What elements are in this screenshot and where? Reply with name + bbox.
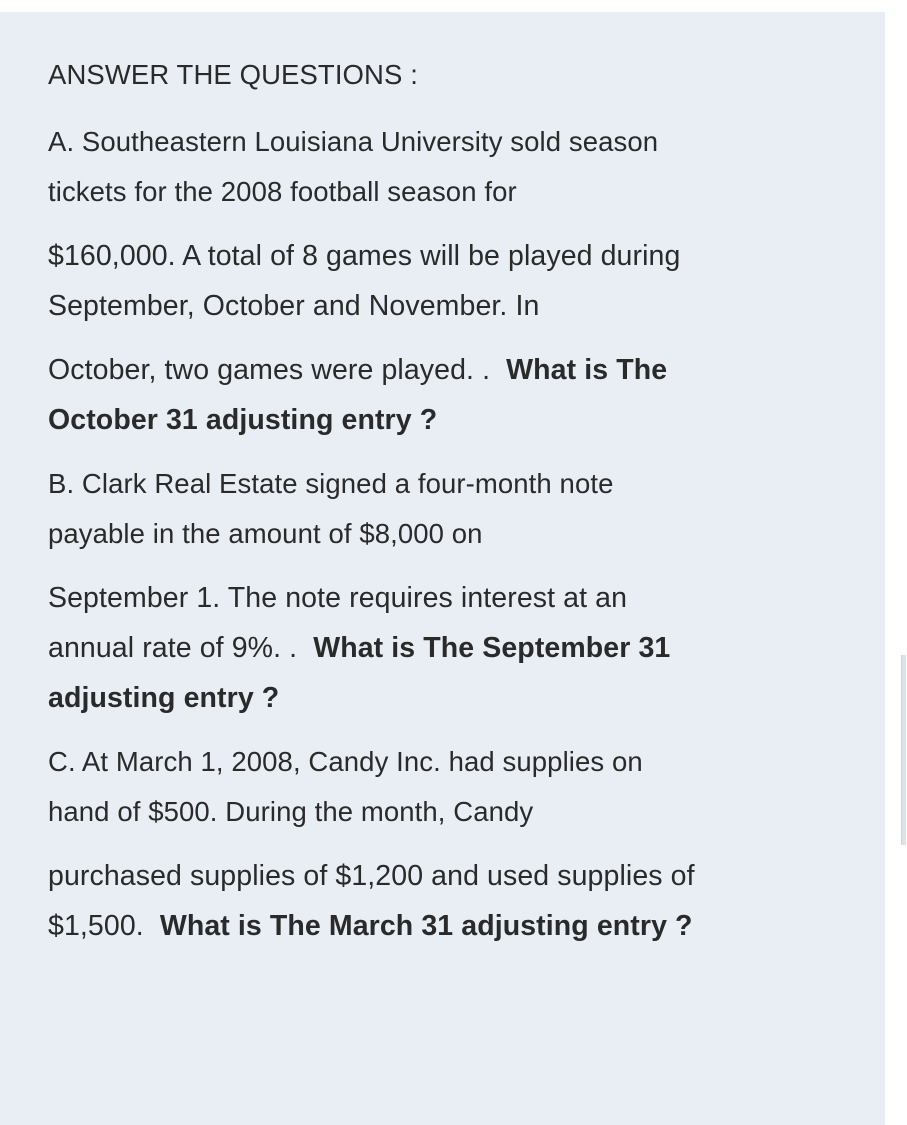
question-content	[48, 58, 848, 965]
question-c-paragraph-2	[48, 851, 848, 951]
question-a-paragraph-1	[48, 117, 848, 217]
question-c	[48, 737, 848, 951]
question-a-prompt-start: What is The	[506, 354, 668, 386]
question-a-line-1: A. Southeastern Louisiana University sold season	[48, 126, 659, 157]
question-c-line-4	[48, 901, 848, 951]
question-a-paragraph-2	[48, 231, 848, 331]
question-a-line-3: $160,000. A total of 8 games will be played during	[48, 240, 681, 272]
page-heading: ANSWER THE QUESTIONS :	[48, 59, 418, 90]
question-c-prompt: What is The March 31 adjusting entry ?	[159, 910, 693, 942]
question-a-paragraph-3	[48, 345, 848, 445]
question-b-prompt-start: What is The September 31	[313, 632, 671, 664]
question-c-line-4-text: $1,500.	[48, 910, 160, 942]
question-a-line-2: tickets for the 2008 football season for	[48, 176, 517, 207]
question-a-line-5	[48, 345, 848, 395]
question-c-line-2: hand of $500. During the month, Candy	[48, 796, 534, 827]
scrollbar-edge	[901, 655, 906, 845]
question-b-prompt-end: adjusting entry ?	[48, 682, 280, 714]
question-b-line-2: payable in the amount of $8,000 on	[48, 518, 483, 549]
question-b-paragraph-1	[48, 459, 848, 559]
question-b	[48, 459, 848, 723]
question-c-line-1: C. At March 1, 2008, Candy Inc. had supplies on	[48, 746, 643, 777]
question-b-line-1: B. Clark Real Estate signed a four-month note	[48, 468, 614, 499]
question-a-line-5-text: October, two games were played. .	[48, 354, 507, 386]
question-b-line-4-text: annual rate of 9%. .	[48, 632, 314, 664]
question-b-line-4	[48, 623, 848, 673]
question-c-line-3: purchased supplies of $1,200 and used supplies of	[48, 860, 695, 892]
question-b-paragraph-2	[48, 573, 848, 723]
question-a-prompt-end: October 31 adjusting entry ?	[48, 404, 438, 436]
question-c-paragraph-1	[48, 737, 848, 837]
question-a	[48, 117, 848, 445]
question-b-line-3: September 1. The note requires interest at an	[48, 582, 628, 614]
question-a-line-4: September, October and November. In	[48, 290, 540, 322]
